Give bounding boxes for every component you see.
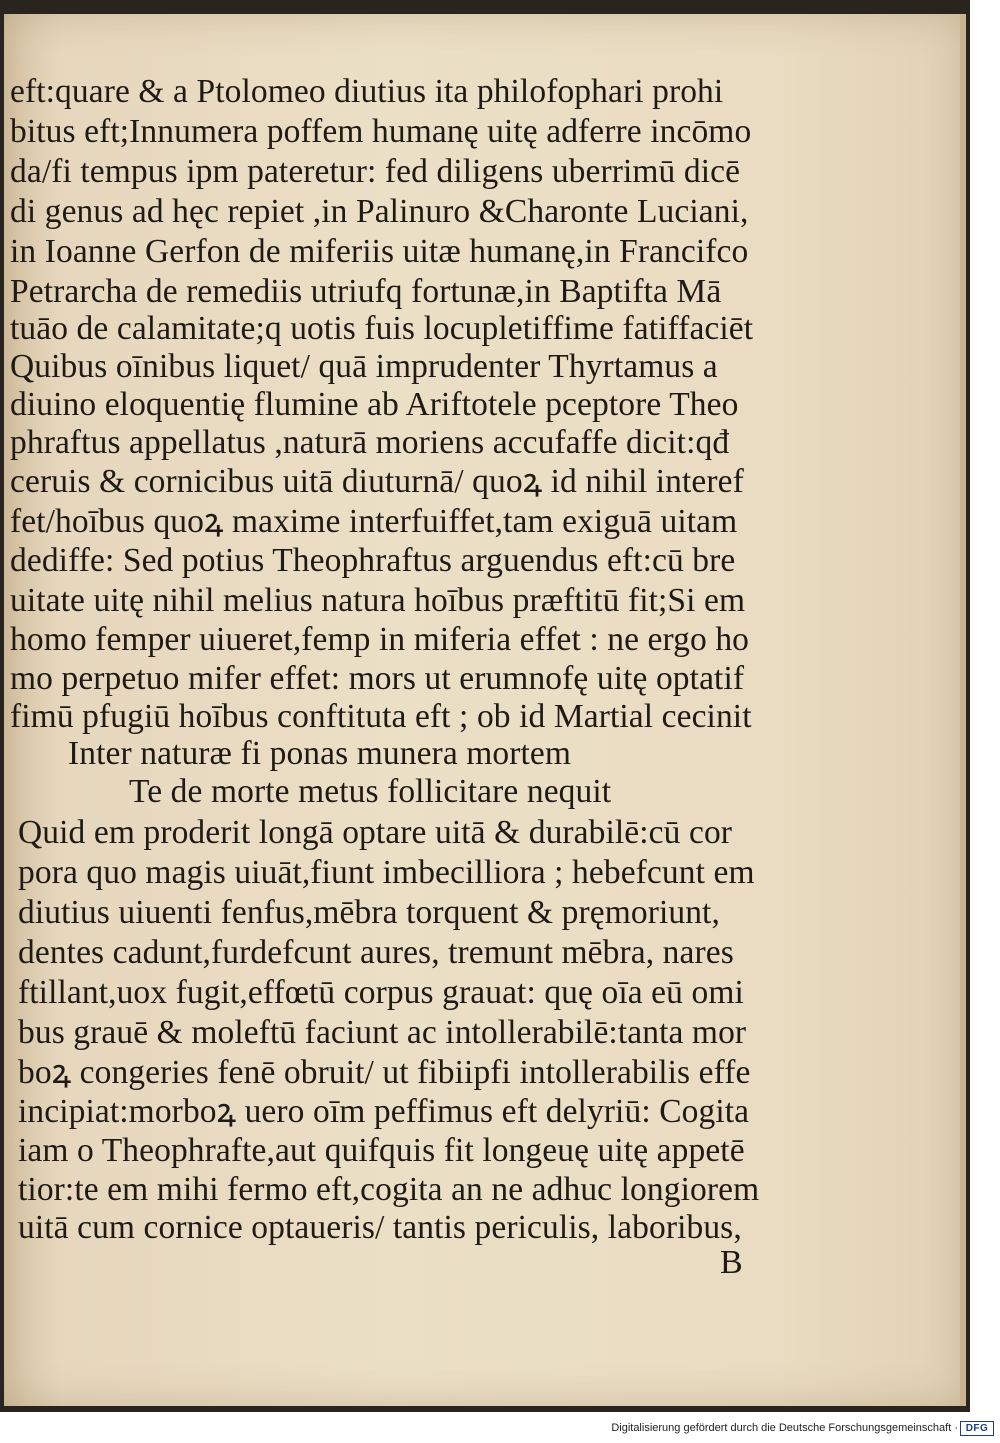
text-line: uitate uitę nihil melius natura hoībus præftitū fit;Si em [10,582,746,619]
text-line: di genus ad hęc repiet ,in Palinuro &Charonte Luciani, [10,193,749,230]
text-line: diutius uiuenti fenfus,mēbra torquent & pręmoriunt, [18,894,720,931]
funding-credit: Digitalisierung gefördert durch die Deutsche Forschungsgemeinschaft · [611,1422,958,1434]
text-line: diuino eloquentię flumine ab Ariftotele pceptore Theo [10,386,739,423]
text-line: Petrarcha de remediis utriufq fortunæ,in Baptifta Mā [10,273,722,310]
text-line: bitus eft;Innumera poffem humanę uitę adferre incōmo [10,113,752,150]
verse-line: Te de morte metus follicitare nequit [129,773,612,810]
text-line: pora quo magis uiuāt,fiunt imbecilliora ; hebefcunt em [18,854,755,891]
text-line: tuāo de calamitate;q uotis fuis locupletiffime fatiffaciēt [10,310,754,347]
text-line: incipiat:morboꝝ uero oīm peffimus eft delyriū: Cogita [18,1093,750,1130]
text-line: Quibus oīnibus liquet/ quā imprudenter Thyrtamus a [10,348,718,385]
text-line: tior:te em mihi fermo eft,cogita an ne adhuc longiorem [18,1171,760,1208]
signature-mark: B [720,1244,743,1281]
text-line: da/fi tempus ipm pateretur: fed diligens uberrimū dicē [10,153,741,190]
text-line: eft:quare & a Ptolomeo diutius ita philofophari prohi [10,73,724,110]
text-line: mo perpetuo mifer effet: mors ut erumnofę uitę optatif [10,660,745,697]
text-line: phraftus appellatus ,naturā moriens accufaffe dicit:qđ [10,424,730,461]
text-line: ceruis & cornicibus uitā diuturnā/ quoꝝ id nihil interef [10,463,744,500]
text-line: iam o Theophrafte,aut quifquis fit longeuę uitę appetē [18,1132,745,1169]
book-page [4,14,966,1406]
text-line: boꝝ congeries fenē obruit/ ut fibiipfi intollerabilis effe [18,1054,751,1091]
dfg-logo: DFG [960,1421,994,1436]
text-line: homo femper uiueret,femp in miferia effet : ne ergo ho [10,621,750,658]
text-line: uitā cum cornice optaueris/ tantis periculis, laboribus, [18,1209,742,1246]
page-text-block [4,14,966,1406]
text-line: bus grauē & moleftū faciunt ac intollerabilē:tanta mor [18,1014,747,1051]
text-line: in Ioanne Gerfon de miferiis uitæ humanę,in Francifco [10,233,749,270]
footer [0,1412,1000,1443]
text-line: Quid em proderit longā optare uitā & durabilē:cū cor [18,814,733,851]
text-line: dentes cadunt,furdefcunt aures, tremunt mēbra, nares [18,934,734,971]
page-edge [960,14,966,1406]
verse-line: Inter naturæ fi ponas munera mortem [68,735,572,772]
text-line: fet/hoībus quoꝝ maxime interfuiffet,tam exiguā uitam [10,503,738,540]
text-line: fimū pfugiū hoībus conftituta eft ; ob id Martial cecinit [10,698,752,735]
text-line: dediffe: Sed potius Theophraftus arguendus eft:cū bre [10,542,736,579]
text-line: ftillant,uox fugit,effœtū corpus grauat: quę oīa eū omi [18,974,744,1011]
